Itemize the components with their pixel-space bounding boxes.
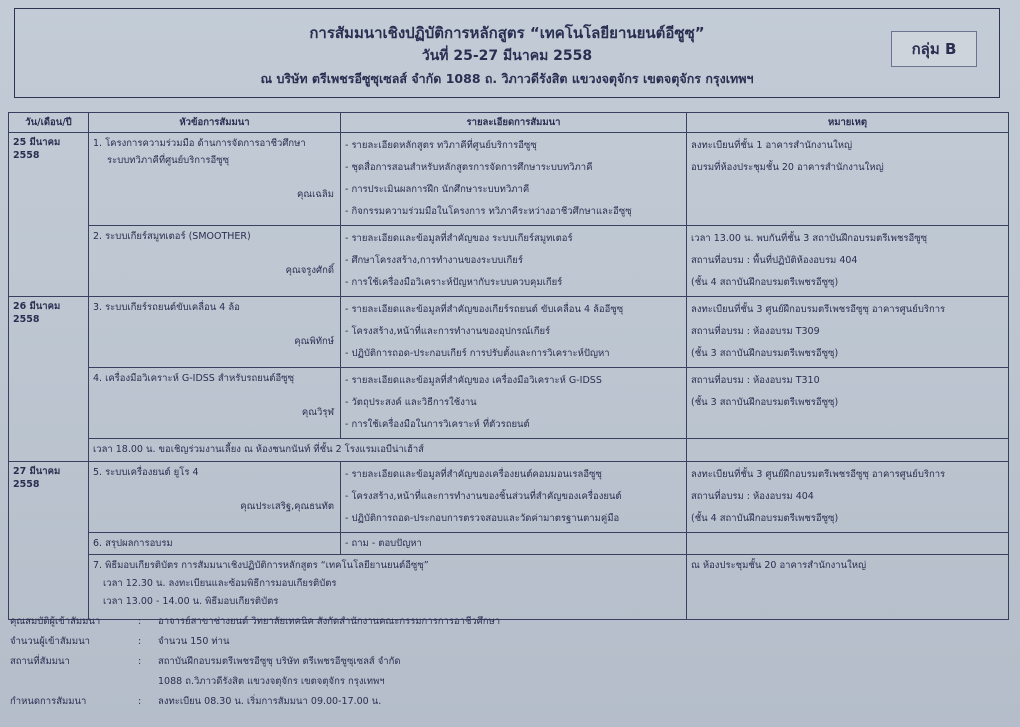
document-title: การสัมมนาเชิงปฏิบัติการหลักสูตร “เทคโนโลยียานยนต์อีซูซุ” xyxy=(309,24,705,42)
session-details xyxy=(341,297,687,368)
footer-colon: : xyxy=(138,696,142,707)
speaker-name: คุณประเสริฐ,คุณธนทัต xyxy=(240,501,334,512)
document-header xyxy=(14,8,1000,98)
detail-item: - โครงสร้าง,หน้าที่และการทำงานของอุปกรณ์เกียร์ xyxy=(345,321,682,343)
table-row xyxy=(9,226,1009,297)
col-header-topic: หัวข้อการสัมมนา xyxy=(89,113,341,133)
speaker-name: คุณเฉลิม xyxy=(297,189,334,200)
footer-value: สถาบันฝึกอบรมตรีเพชรอีซูซุ บริษัท ตรีเพชรอีซูซุเซลส์ จำกัด xyxy=(158,656,401,667)
topic-title: 6. สรุปผลการอบรม xyxy=(93,538,173,549)
detail-item: - กิจกรรมความร่วมมือในโครงการ ทวิภาคีระหว่างอาชีวศึกษาและอีซูซุ xyxy=(345,201,682,223)
col-header-remark: หมายเหตุ xyxy=(687,113,1009,133)
remark-line: ลงทะเบียนที่ชั้น 3 ศูนย์ฝึกอบรมตรีเพชรอีซูซุ อาคารศูนย์บริการ xyxy=(691,304,946,315)
detail-item: - การใช้เครื่องมือวิเคราะห์ปัญหากับระบบควบคุมเกียร์ xyxy=(345,272,682,294)
detail-item: - ศึกษาโครงสร้าง,การทำงานของระบบเกียร์ xyxy=(345,250,682,272)
remark-line: เวลา 13.00 น. พบกันที่ชั้น 3 สถาบันฝึกอบรมตรีเพชรอีซูซุ xyxy=(691,233,928,244)
table-row xyxy=(9,439,1009,462)
topic-title: 3. ระบบเกียร์รถยนต์ขับเคลื่อน 4 ล้อ xyxy=(93,302,240,313)
closing-line: เวลา 13.00 - 14.00 น. พิธีมอบเกียรติบัตร xyxy=(103,596,279,607)
session-details xyxy=(341,133,687,226)
session-remark xyxy=(687,368,1009,439)
col-header-detail: รายละเอียดการสัมมนา xyxy=(341,113,687,133)
topic-title: 2. ระบบเกียร์สมูทเตอร์ (SMOOTHER) xyxy=(93,231,251,242)
footer-row xyxy=(10,652,1010,672)
table-header-row xyxy=(9,113,1009,133)
topic-subtitle: ระบบทวิภาคีที่ศูนย์บริการอีซูซุ xyxy=(107,155,230,166)
session-remark xyxy=(687,462,1009,533)
topic-title: 1. โครงการความร่วมมือ ด้านการจัดการอาชีวศึกษา xyxy=(93,138,306,149)
session-details xyxy=(341,533,687,555)
footer-row xyxy=(10,692,1010,712)
footer-row xyxy=(10,632,1010,652)
schedule-table xyxy=(8,112,1009,620)
day-date: 27 มีนาคม 2558 xyxy=(9,462,89,620)
remark-line: สถานที่อบรม : พื้นที่ปฏิบัติห้องอบรม 404 xyxy=(691,255,858,266)
footer-row xyxy=(10,612,1010,632)
detail-item: - การใช้เครื่องมือในการวิเคราะห์ ที่ตัวรถยนต์ xyxy=(345,414,682,436)
footer-label: คุณสมบัติผู้เข้าสัมมนา xyxy=(10,616,101,627)
footer-value: อาจารย์สาขาช่างยนต์ วิทยาลัยเทคนิค สังกัดสำนักงานคณะกรรมการการอาชีวศึกษา xyxy=(158,616,501,627)
session-remark xyxy=(687,297,1009,368)
dinner-note: เวลา 18.00 น. ขอเชิญร่วมงานเลี้ยง ณ ห้องชนกนันท์ ที่ชั้น 2 โรงแรมเอบีน่าเฮ้าส์ xyxy=(89,439,687,462)
speaker-name: คุณพิทักษ์ xyxy=(294,336,334,347)
session-topic xyxy=(89,226,341,297)
remark-line: สถานที่อบรม : ห้องอบรม 404 xyxy=(691,491,814,502)
topic-title: 4. เครื่องมือวิเคราะห์ G-IDSS สำหรับรถยนต์อีซูซุ xyxy=(93,373,295,384)
document-venue: ณ บริษัท ตรีเพชรอีซูซุเซลส์ จำกัด 1088 ถ. วิภาวดีรังสิต แขวงจตุจักร เขตจตุจักร กรุงเทพฯ xyxy=(260,71,754,86)
day-date: 25 มีนาคม 2558 xyxy=(9,133,89,297)
detail-item: - รายละเอียดและข้อมูลที่สำคัญของเกียร์รถยนต์ ขับเคลื่อน 4 ล้ออีซูซุ xyxy=(345,299,682,321)
detail-item: - รายละเอียดและข้อมูลที่สำคัญของ เครื่องมือวิเคราะห์ G-IDSS xyxy=(345,370,682,392)
empty-remark xyxy=(687,533,1009,555)
table-row xyxy=(9,297,1009,368)
closing-line: เวลา 12.30 น. ลงทะเบียนและซ้อมพิธีการมอบเกียรติบัตร xyxy=(103,578,337,589)
detail-item: - รายละเอียดหลักสูตร ทวิภาคีที่ศูนย์บริการอีซูซุ xyxy=(345,135,682,157)
footer-label: จำนวนผู้เข้าสัมมนา xyxy=(10,636,91,647)
session-topic xyxy=(89,533,341,555)
detail-item: - การประเมินผลการฝึก นักศึกษาระบบทวิภาคี xyxy=(345,179,682,201)
footer-colon: : xyxy=(138,616,142,627)
detail-item: - ปฏิบัติการถอด-ประกอบการตรวจสอบและวัดค่ามาตรฐานตามคู่มือ xyxy=(345,508,682,530)
detail-item: - ปฏิบัติการถอด-ประกอบเกียร์ การปรับตั้งและการวิเคราะห์ปัญหา xyxy=(345,343,682,365)
table-row xyxy=(9,133,1009,226)
table-row xyxy=(9,533,1009,555)
remark-line: (ชั้น 4 สถาบันฝึกอบรมตรีเพชรอีซูซุ) xyxy=(691,513,839,524)
remark-line: ลงทะเบียนที่ชั้น 3 ศูนย์ฝึกอบรมตรีเพชรอีซูซุ อาคารศูนย์บริการ xyxy=(691,469,946,480)
footer-row xyxy=(10,672,1010,692)
speaker-name: คุณวิรุฬ xyxy=(301,407,334,418)
col-header-date: วัน/เดือน/ปี xyxy=(9,113,89,133)
detail-item: - รายละเอียดและข้อมูลที่สำคัญของเครื่องยนต์คอมมอนเรลอีซูซุ xyxy=(345,464,682,486)
detail-item: - ชุดสื่อการสอนสำหรับหลักสูตรการจัดการศึกษาระบบทวิภาคี xyxy=(345,157,682,179)
footer-colon: : xyxy=(138,656,142,667)
table-row xyxy=(9,462,1009,533)
footer-value: ลงทะเบียน 08.30 น. เริ่มการสัมมนา 09.00-17.00 น. xyxy=(158,696,382,707)
session-topic xyxy=(89,297,341,368)
detail-item: - ถาม - ตอบปัญหา xyxy=(345,535,682,552)
group-label: กลุ่ม B xyxy=(891,31,977,67)
day-date: 26 มีนาคม 2558 xyxy=(9,297,89,462)
topic-title: 5. ระบบเครื่องยนต์ ยูโร 4 xyxy=(93,467,199,478)
session-topic xyxy=(89,133,341,226)
detail-item: - รายละเอียดและข้อมูลที่สำคัญของ ระบบเกียร์สมูทเตอร์ xyxy=(345,228,682,250)
detail-item: - โครงสร้าง,หน้าที่และการทำงานของชิ้นส่วนที่สำคัญของเครื่องยนต์ xyxy=(345,486,682,508)
table-row xyxy=(9,368,1009,439)
remark-line: (ชั้น 3 สถาบันฝึกอบรมตรีเพชรอีซูซุ) xyxy=(691,397,839,408)
document-date: วันที่ 25-27 มีนาคม 2558 xyxy=(421,48,593,64)
session-topic xyxy=(89,462,341,533)
footer-value: 1088 ถ.วิภาวดีรังสิต แขวงจตุจักร เขตจตุจักร กรุงเทพฯ xyxy=(158,676,385,687)
remark-line: สถานที่อบรม : ห้องอบรม T309 xyxy=(691,326,820,337)
remark-line: สถานที่อบรม : ห้องอบรม T310 xyxy=(691,375,820,386)
closing-remark xyxy=(687,555,1009,620)
footer-label: กำหนดการสัมมนา xyxy=(10,696,87,707)
session-details xyxy=(341,462,687,533)
closing-topic: 7. พิธีมอบเกียรติบัตร การสัมมนาเชิงปฏิบัติการหลักสูตร “เทคโนโลยียานยนต์อีซูซุ” xyxy=(93,560,429,571)
remark-line: ณ ห้องประชุมชั้น 20 อาคารสำนักงานใหญ่ xyxy=(691,560,867,571)
session-topic xyxy=(89,368,341,439)
remark-line: (ชั้น 3 สถาบันฝึกอบรมตรีเพชรอีซูซุ) xyxy=(691,348,839,359)
remark-line: (ชั้น 4 สถาบันฝึกอบรมตรีเพชรอีซูซุ) xyxy=(691,277,839,288)
table-row xyxy=(9,555,1009,620)
remark-line: อบรมที่ห้องประชุมชั้น 20 อาคารสำนักงานใหญ่ xyxy=(691,162,884,173)
session-details xyxy=(341,368,687,439)
footer-colon: : xyxy=(138,636,142,647)
speaker-name: คุณจรูงศักดิ์ xyxy=(285,265,334,276)
session-remark xyxy=(687,133,1009,226)
closing-ceremony xyxy=(89,555,687,620)
session-details xyxy=(341,226,687,297)
empty-remark xyxy=(687,439,1009,462)
session-remark xyxy=(687,226,1009,297)
remark-line: ลงทะเบียนที่ชั้น 1 อาคารสำนักงานใหญ่ xyxy=(691,140,853,151)
document-footer xyxy=(10,612,1010,712)
footer-label: สถานที่สัมมนา xyxy=(10,656,70,667)
detail-item: - วัตถุประสงค์ และวิธีการใช้งาน xyxy=(345,392,682,414)
footer-value: จำนวน 150 ท่าน xyxy=(158,636,230,647)
